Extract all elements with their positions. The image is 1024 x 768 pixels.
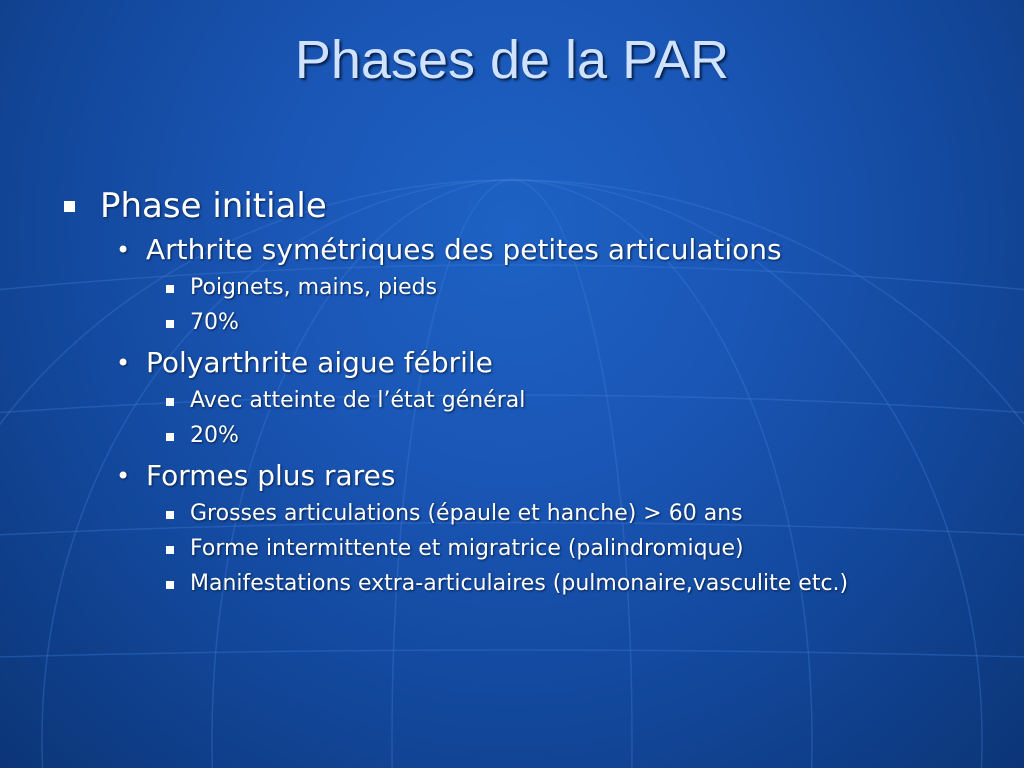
sub-item-polyarthrite: [60, 343, 990, 383]
sub-item-text: Polyarthrite aigue fébrile: [146, 346, 493, 379]
detail-item-text: 20%: [190, 423, 239, 448]
detail-item-text: Avec atteinte de l’état général: [190, 388, 526, 413]
detail-item-text: Poignets, mains, pieds: [190, 275, 438, 300]
detail-item: [60, 499, 990, 529]
list-item-phase-initiale: [60, 184, 990, 228]
detail-item: [60, 386, 990, 416]
square-bullet-icon: [166, 285, 174, 293]
detail-item-text: 70%: [190, 310, 239, 335]
dot-bullet-icon: •: [116, 236, 131, 264]
sub-item-formes-rares: [60, 456, 990, 496]
square-bullet-icon: [166, 581, 174, 589]
square-bullet-icon: [64, 201, 75, 212]
square-bullet-icon: [166, 320, 174, 328]
detail-item: [60, 534, 990, 564]
dot-bullet-icon: •: [116, 349, 131, 377]
square-bullet-icon: [166, 511, 174, 519]
detail-item: [60, 273, 990, 303]
dot-bullet-icon: •: [116, 462, 131, 490]
sub-item-text: Formes plus rares: [146, 459, 396, 492]
square-bullet-icon: [166, 433, 174, 441]
square-bullet-icon: [166, 398, 174, 406]
detail-item: [60, 308, 990, 338]
sub-item-text: Arthrite symétriques des petites articulations: [146, 233, 782, 266]
sub-item-arthrite: [60, 230, 990, 270]
detail-item-text: Grosses articulations (épaule et hanche) > 60 ans: [190, 501, 743, 526]
list-item-text: Phase initiale: [100, 186, 327, 226]
detail-item-text: Manifestations extra-articulaires (pulmonaire,vasculite etc.): [190, 571, 849, 596]
square-bullet-icon: [166, 546, 174, 554]
detail-item-text: Forme intermittente et migratrice (palindromique): [190, 536, 744, 561]
detail-item: [60, 421, 990, 451]
bullet-list: [60, 184, 990, 604]
detail-item: [60, 569, 990, 599]
slide-title: Phases de la PAR: [294, 30, 730, 90]
